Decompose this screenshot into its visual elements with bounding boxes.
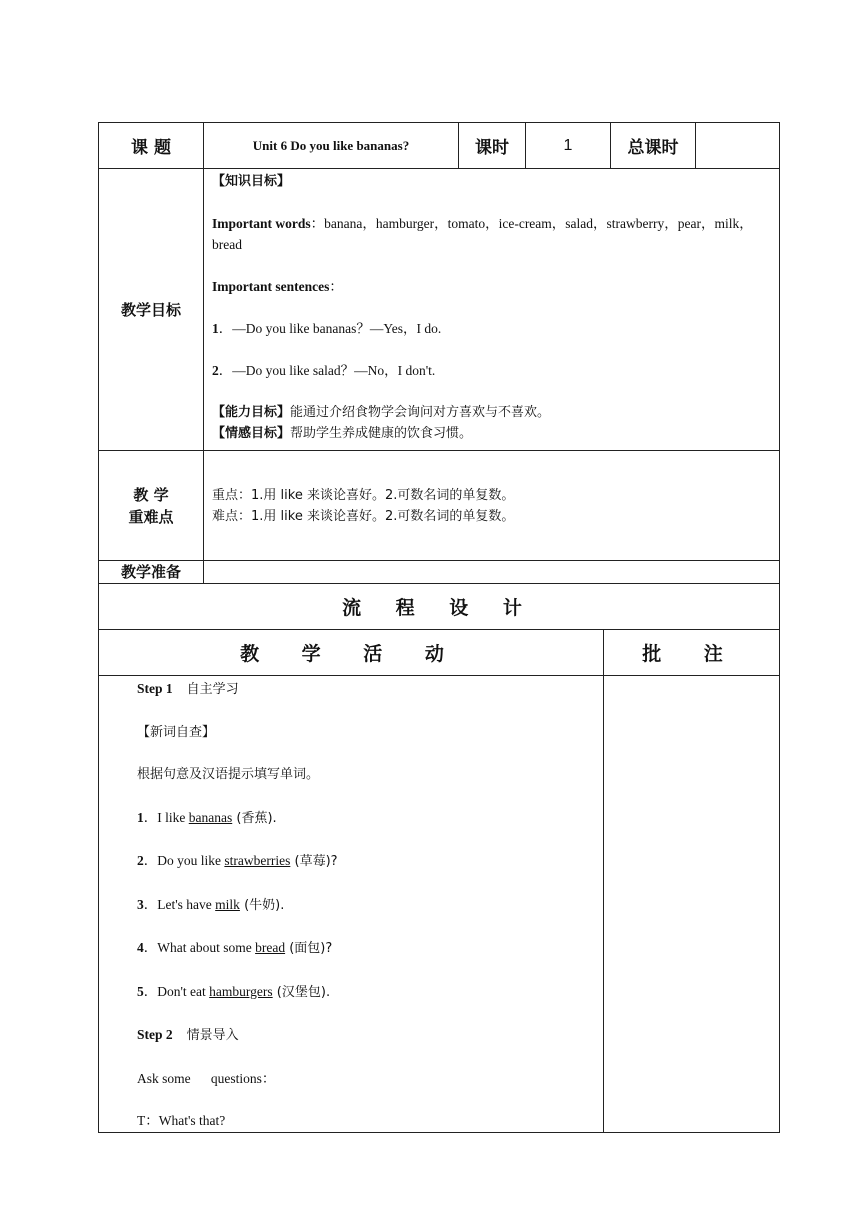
vocab-item-answer: milk (215, 896, 240, 912)
total-period-value (696, 123, 780, 169)
flow-title: 流 程 设 计 (99, 584, 780, 630)
vocab-item-answer: bananas (188, 809, 233, 825)
sentences-label: Important sentences (212, 279, 330, 294)
vocab-item-4 (137, 937, 603, 960)
vocab-item-5 (137, 981, 603, 1004)
step-2 (137, 1024, 603, 1047)
flow-title-row (99, 584, 780, 630)
sentence-2-num: 2 (212, 363, 219, 378)
key-points-label-line1: 教 学 (133, 485, 169, 504)
step-1 (137, 678, 603, 701)
activities-row (99, 676, 780, 1133)
step-1-title: 自主学习 (186, 682, 239, 697)
vocab-item-after: (牛奶). (239, 897, 285, 913)
vocab-item-before: ．Let's have (143, 896, 216, 912)
flow-header-row (99, 630, 780, 676)
vocab-item-before: ．Do you like (143, 853, 225, 868)
difficult-point-label: 难点： (212, 508, 252, 524)
vocab-item-num: 5 (137, 983, 144, 999)
ability-objective (212, 402, 771, 423)
vocab-item-before: ．Don't eat (143, 983, 210, 999)
key-point (212, 485, 771, 506)
objectives-label: 教学目标 (99, 169, 204, 451)
vocab-item-answer: strawberries (224, 853, 291, 868)
step-2-title: 情景导入 (186, 1028, 239, 1043)
vocab-item-before: ．I like (143, 809, 189, 825)
period-value: 1 (526, 123, 611, 169)
vocab-item-1 (137, 807, 603, 830)
activities-content (99, 676, 604, 1133)
key-points-row (99, 451, 780, 561)
vocab-item-num: 1 (137, 809, 144, 825)
words-label: Important words (212, 216, 311, 231)
ability-heading: 【能力目标】 (212, 405, 291, 420)
sentence-1-num: 1 (212, 321, 219, 336)
unit-title: Unit 6 Do you like bananas? (204, 123, 459, 169)
lesson-plan-table (98, 122, 780, 1133)
difficult-point (212, 506, 771, 527)
emotion-heading: 【情感目标】 (212, 426, 291, 441)
objectives-content (204, 169, 780, 451)
ability-text: 能通过介绍食物学会询问对方喜欢与不喜欢。 (290, 405, 551, 420)
vocab-item-after: (草莓)? (290, 854, 338, 869)
total-period-label: 总课时 (611, 123, 696, 169)
objectives-row (99, 169, 780, 451)
ask-line: Ask some questions： (137, 1070, 276, 1086)
prep-value (204, 561, 780, 584)
key-points-label-line2: 重难点 (128, 507, 174, 526)
teacher-line: T：What's that? (137, 1113, 226, 1128)
sentence-1 (212, 318, 771, 339)
emotion-text: 帮助学生养成健康的饮食习惯。 (290, 426, 473, 441)
vocab-item-after: (汉堡包). (272, 984, 331, 1000)
vocab-item-before: ．What about some (143, 940, 256, 955)
step-2-label: Step 2 (137, 1027, 173, 1042)
sentence-2-text: ．—Do you like salad？—No，I don't. (218, 363, 436, 378)
vocab-item-num: 3 (137, 896, 144, 912)
vocab-item-3 (137, 894, 603, 917)
instruction: 根据句意及汉语提示填写单词。 (137, 767, 320, 782)
important-words (212, 213, 771, 255)
sentence-1-text: ．—Do you like bananas？—Yes，I do. (218, 321, 442, 336)
activity-header: 教 学 活 动 (99, 630, 604, 676)
vocab-item-num: 4 (137, 940, 144, 955)
vocab-item-answer: hamburgers (209, 983, 273, 999)
lesson-label: 课 题 (99, 123, 204, 169)
vocab-item-answer: bread (255, 940, 286, 955)
knowledge-heading: 【知识目标】 (212, 174, 291, 189)
sentences-colon: ： (329, 279, 343, 294)
key-point-label: 重点： (212, 487, 252, 503)
vocab-item-after: (香蕉). (232, 810, 277, 826)
notes-content (604, 676, 780, 1133)
words-text: ：banana，hamburger，tomato，ice-cream，salad，strawberry，pear，milk，bread (212, 216, 753, 252)
notes-header: 批 注 (604, 630, 780, 676)
vocab-heading: 【新词自查】 (137, 724, 216, 740)
prep-row (99, 561, 780, 584)
vocab-item-num: 2 (137, 853, 144, 868)
lesson-plan-sheet (98, 122, 779, 1128)
key-point-text: 1.用 like 来谈论喜好。2.可数名词的单复数。 (251, 487, 515, 503)
difficult-point-text: 1.用 like 来谈论喜好。2.可数名词的单复数。 (251, 508, 515, 524)
vocab-item-2 (137, 850, 603, 873)
sentence-2 (212, 360, 771, 381)
important-sentences (212, 276, 771, 297)
key-points-label (99, 451, 204, 561)
key-points-content (204, 451, 780, 561)
header-row (99, 123, 780, 169)
vocab-item-after: (面包)? (285, 941, 333, 956)
period-label: 课时 (459, 123, 526, 169)
step-1-label: Step 1 (137, 681, 173, 696)
emotion-objective (212, 423, 771, 444)
prep-label: 教学准备 (99, 561, 204, 584)
